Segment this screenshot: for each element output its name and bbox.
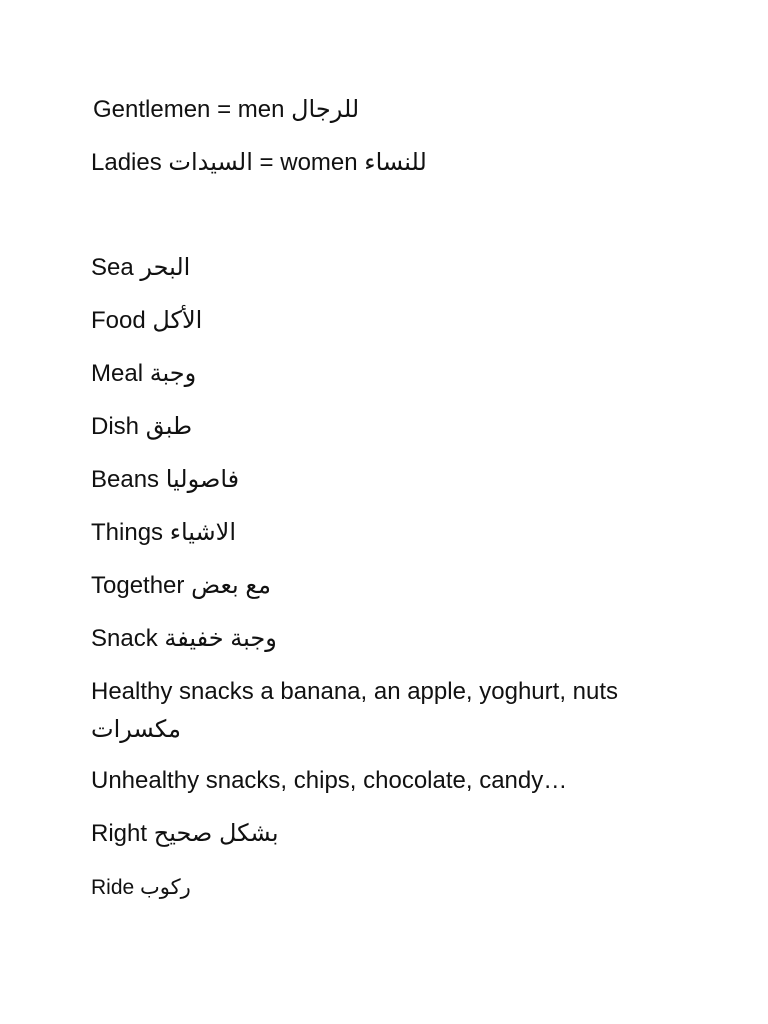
vocab-line-unhealthy-snacks: Unhealthy snacks, chips, chocolate, candy… [91,767,568,794]
vocab-line-together: Together مع بعض [91,572,272,599]
vocab-line-things: Things الاشياء [91,519,237,546]
vocab-line-meal: Meal وجبة [91,360,197,387]
vocab-line-sea: Sea البحر [91,254,191,281]
vocab-line-food: Food الأكل [91,307,203,334]
vocab-line-beans: Beans فاصوليا [91,466,240,493]
vocab-line-nuts-arabic: مكسرات [91,716,182,743]
vocab-line-ladies: Ladies السيدات = women للنساء [91,149,427,176]
vocab-line-snack: Snack وجبة خفيفة [91,625,277,652]
vocab-line-gentlemen: Gentlemen = men للرجال [93,96,360,123]
vocab-line-healthy-snacks: Healthy snacks a banana, an apple, yoghurt, nuts [91,678,619,705]
vocab-line-right: Right بشكل صحيح [91,820,279,847]
vocab-line-ride: Ride ركوب [91,876,191,899]
vocab-line-dish: Dish طبق [91,413,193,440]
